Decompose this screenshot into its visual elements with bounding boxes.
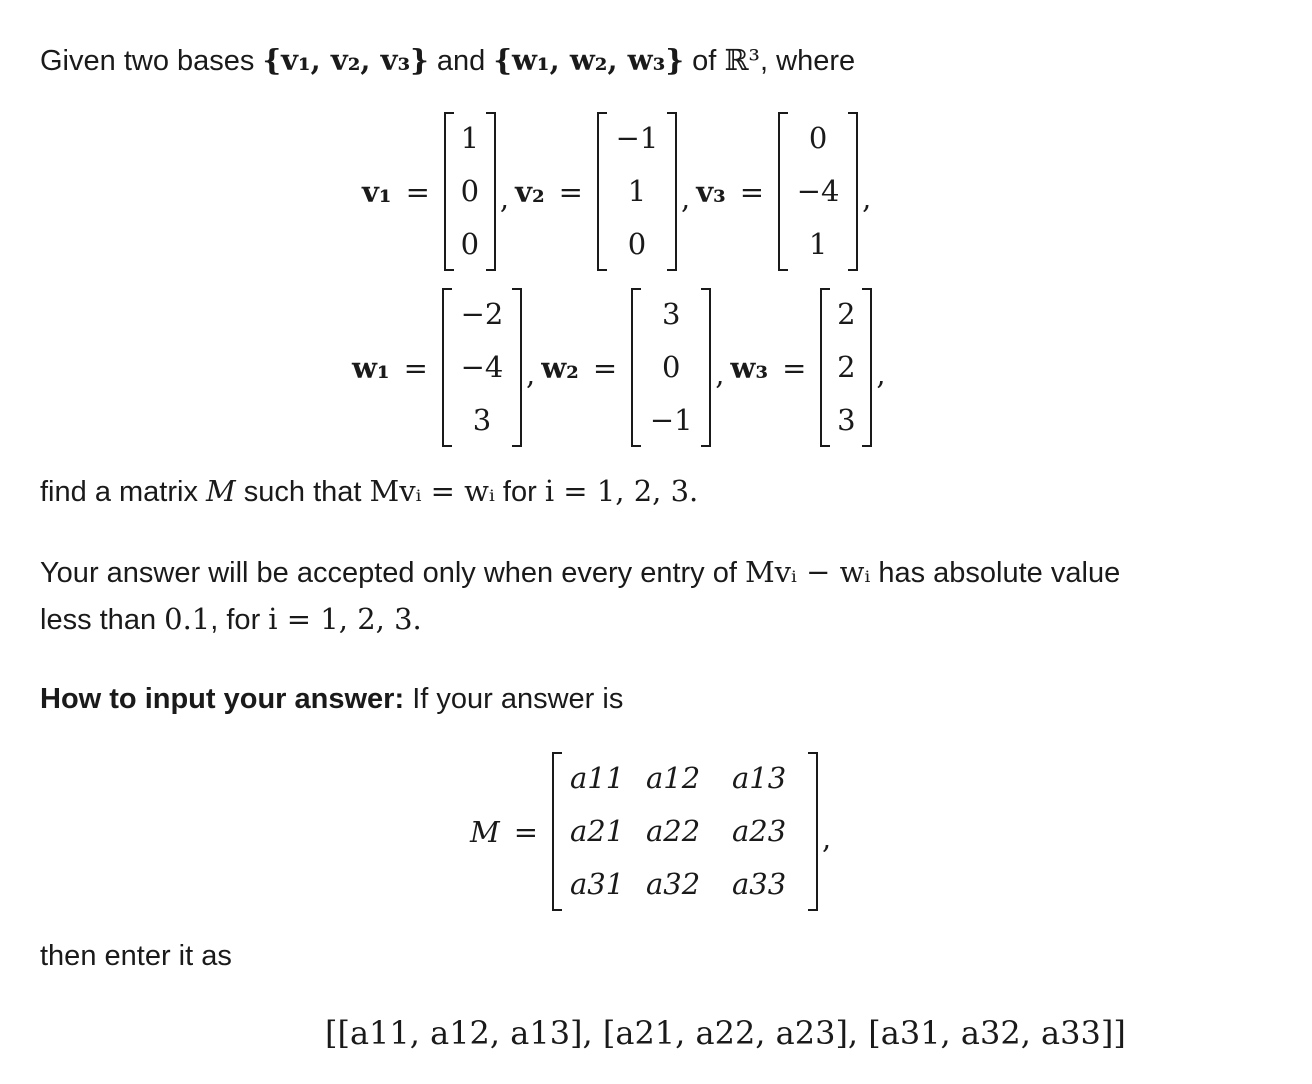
basis-v-set: {v₁, v₂, v₃} [262,43,429,77]
for-text-2: , for [210,604,261,636]
condition-equation: Mvᵢ = wᵢ [369,474,495,508]
such-that-text: such that [243,476,362,508]
matrix-var: M [206,474,236,508]
cell-a12: a12 [646,761,701,795]
w3-entry-2: 2 [837,350,856,384]
v1-entry-2: 0 [460,174,480,208]
w2-vector [631,288,711,447]
v2-entry-2: 1 [627,174,647,208]
find-line [40,473,698,510]
w2-entry-3: −1 [649,403,693,437]
cell-a22: a22 [646,814,701,848]
w1-vector [442,288,522,447]
v3-entry-3: 1 [808,227,828,261]
v2-vector [597,112,677,271]
space-r3: ℝ³ [724,43,761,77]
w3-vector [820,288,872,447]
w1-entry-2: −4 [460,350,504,384]
w3-entry-1: 2 [837,297,856,331]
cell-a11: a11 [570,761,625,795]
intro-and: and [436,45,486,77]
howto-text: If your answer is [412,683,624,715]
basis-w-set: {w₁, w₂, w₃} [493,43,684,77]
v3-entry-1: 0 [808,121,828,155]
tolerance-line-1 [40,554,1120,591]
cell-a31: a31 [570,867,625,901]
w1-entry-1: −2 [460,297,504,331]
cell-a13: a13 [732,761,787,795]
v2-label: v₂ [515,174,545,209]
cell-a23: a23 [732,814,787,848]
tolerance-value: 0.1 [164,602,211,636]
then-line: then enter it as [40,940,232,972]
v2-entry-3: 0 [627,227,647,261]
intro-line [40,42,855,79]
residual-expr: Mvᵢ − wᵢ [744,555,871,589]
intro-of: of [692,45,717,77]
v1-entry-1: 1 [460,121,480,155]
find-text: find a matrix [40,476,198,508]
w1-entry-3: 3 [472,403,492,437]
v-vectors-row: v₁ = 1 0 0 , v₂ = −1 1 0 , v₃ = 0 −4 1 , [362,112,877,271]
tolerance-text: Your answer will be accepted only when every entry of [40,557,737,589]
howto-line [40,681,623,717]
w2-label: w₂ [541,350,579,385]
v3-label: v₃ [696,174,726,209]
v1-entry-3: 0 [460,227,480,261]
index-range: i = 1, 2, 3. [544,474,699,508]
answer-format: [[a11, a12, a13], [a21, a22, a23], [a31, a32, a33]] [325,1014,1126,1052]
w1-label: w₁ [352,350,390,385]
intro-where: , where [760,45,856,77]
tolerance-line-2 [40,601,422,638]
matrix-label: M [470,814,500,849]
cell-a33: a33 [732,867,787,901]
w2-entry-1: 3 [661,297,681,331]
v1-label: v₁ [362,174,392,209]
v3-entry-2: −4 [796,174,840,208]
w3-entry-3: 3 [837,403,856,437]
cell-a32: a32 [646,867,701,901]
cell-a21: a21 [570,814,625,848]
for-text: for [502,476,537,508]
v2-entry-1: −1 [615,121,659,155]
example-matrix [552,752,818,911]
abs-value-text: has absolute value [878,557,1121,589]
w3-label: w₃ [730,350,769,385]
intro-text: Given two bases [40,45,255,77]
index-range-2: i = 1, 2, 3. [268,602,422,636]
v3-vector [778,112,858,271]
howto-heading: How to input your answer: [40,683,405,715]
less-than-text: less than [40,604,157,636]
w-vectors-row: w₁ = −2 −4 3 , w₂ = 3 0 −1 , w₃ = 2 2 3 , [352,288,892,447]
v1-vector [444,112,496,271]
example-matrix-row: M = a11 a12 a13 a21 a22 a23 a31 a32 a33 , [470,752,837,911]
w2-entry-2: 0 [661,350,681,384]
